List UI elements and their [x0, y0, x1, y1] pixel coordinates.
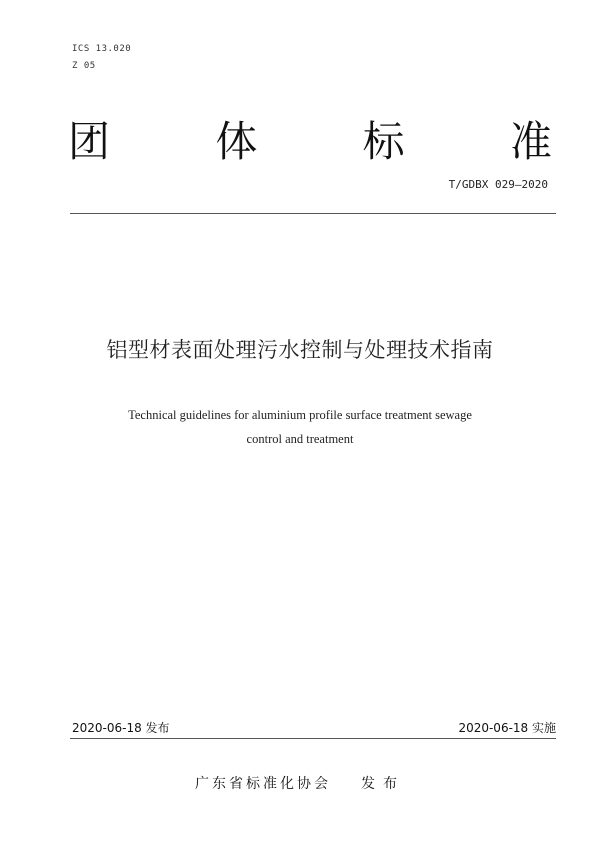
title-char-3: 标	[362, 117, 405, 166]
issuer-line	[0, 773, 600, 793]
issuer-action: 发布	[361, 776, 405, 792]
header-divider	[70, 213, 556, 214]
ics-code: ICS 13.020	[72, 44, 132, 54]
footer-divider	[70, 738, 556, 739]
standard-type-title	[68, 118, 552, 166]
publish-date: 2020-06-18 发布	[72, 721, 170, 735]
document-title-english-line2: control and treatment	[246, 432, 354, 446]
standard-number: T/GDBX 029—2020	[448, 178, 548, 191]
title-char-4: 准	[509, 117, 552, 166]
title-char-1: 团	[68, 117, 111, 166]
title-char-2: 体	[215, 117, 258, 166]
document-title-english-line1: Technical guidelines for aluminium profile surface treatment sewage	[128, 408, 472, 422]
document-title-chinese: 铝型材表面处理污水控制与处理技术指南	[106, 338, 494, 362]
implement-date: 2020-06-18 实施	[458, 721, 556, 735]
issuer-name: 广东省标准化协会	[195, 776, 331, 792]
ccs-code: Z 05	[72, 61, 96, 71]
